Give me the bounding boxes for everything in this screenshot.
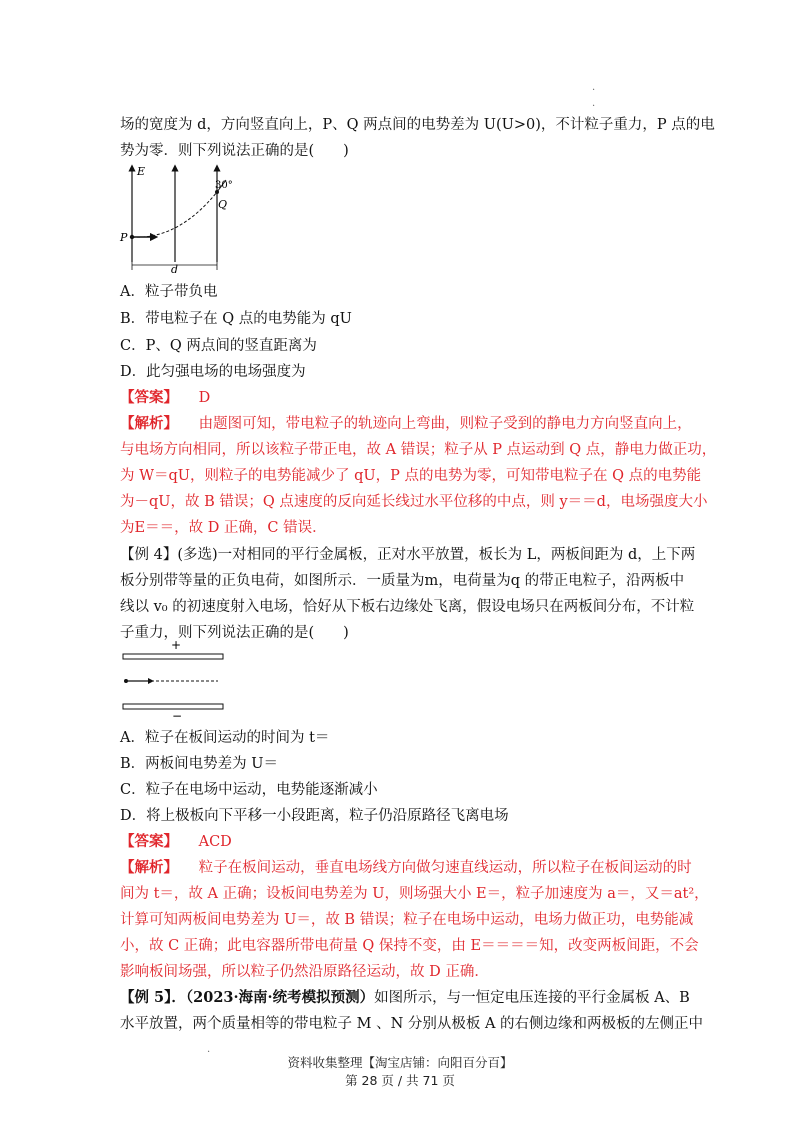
parallel-plates-figure (118, 638, 228, 722)
answer-tag: 【答案】 (120, 833, 178, 850)
corner-mark: . (592, 98, 596, 109)
question-text: 【例 4】(多选)一对相同的平行金属板，正对水平放置，板长为 L，两板间距为 d，上下两 (120, 547, 696, 563)
answer-tag: 【答案】 (120, 389, 178, 406)
corner-mark: . (592, 82, 596, 93)
analysis-line: 间为 t＝，故 A 正确；设板间电势差为 U，则场强大小 E＝，粒子加速度为 a＝，又＝at²， (120, 886, 709, 902)
minus-label: − (172, 709, 183, 723)
footer-mark: . (207, 1044, 211, 1055)
question-text: 板分别带等量的正负电荷，如图所示．一质量为m，电荷量为q 的带正电粒子，沿两板中 (120, 573, 685, 589)
analysis-line: 【解析】 粒子在板间运动，垂直电场线方向做匀速直线运动，所以粒子在板间运动的时 (120, 859, 692, 876)
field-trajectory-figure (118, 162, 233, 276)
analysis-line: 与电场方向相同，所以该粒子带正电，故 A 错误；粒子从 P 点运动到 Q 点，静电力做正功， (120, 442, 717, 458)
option-b: B．两板间电势差为 U＝ (120, 756, 278, 772)
question-text: 场的宽度为 d，方向竖直向上，P、Q 两点间的电势差为 U(U>0)，不计粒子重力，P 点的电 (120, 117, 715, 133)
analysis-tag: 【解析】 (120, 859, 178, 876)
plus-label: + (171, 638, 182, 652)
question-text: 线以 v₀ 的初速度射入电场，恰好从下板右边缘处飞离，假设电场只在两板间分布，不计粒 (120, 599, 695, 615)
point-p (130, 235, 134, 239)
question-text: 水平放置，两个质量相等的带电粒子 M 、N 分别从极板 A 的右侧边缘和两极板的左侧正中 (120, 1016, 704, 1032)
analysis-line: 计算可知两板间电势差为 U＝，故 B 错误；粒子在电场中运动，电场力做正功，电势能减 (120, 912, 694, 928)
answer-value: D (198, 390, 211, 406)
answer-line (120, 832, 690, 852)
d-label: d (171, 263, 179, 276)
page-number: 第 28 页 / 共 71 页 (345, 1073, 455, 1088)
analysis-line: 小，故 C 正确；此电容器所带电荷量 Q 保持不变，由 E＝＝＝＝知，改变两板间距，不会 (120, 938, 699, 954)
option-a: A．粒子在板间运动的时间为 t＝ (120, 730, 330, 746)
q-label: Q (218, 198, 228, 211)
analysis-line: 为 W＝qU，则粒子的电势能减少了 qU，P 点的电势为零，可知带电粒子在 Q 点的电势能 (120, 468, 702, 484)
e-label: E (137, 165, 146, 178)
option-a: A．粒子带负电 (120, 284, 218, 300)
question-text: 势为零．则下列说法正确的是( ) (120, 143, 349, 159)
option-c: C．P、Q 两点间的竖直距离为 (120, 338, 317, 354)
particle (124, 679, 128, 683)
analysis-line: 为－qU，故 B 错误；Q 点速度的反向延长线过水平位移的中点，则 y＝＝d，电场强度大小 (120, 494, 708, 510)
upper-plate (123, 654, 223, 659)
answer-line (120, 388, 690, 408)
question-text: 【例 5】．（2023·海南·统考模拟预测）如图所示，与一恒定电压连接的平行金属板 A、B (120, 989, 690, 1006)
analysis-line: 【解析】 由题图可知，带电粒子的轨迹向上弯曲，则粒子受到的静电力方向竖直向上， (120, 415, 692, 432)
analysis-line: 为E＝＝，故 D 正确，C 错误． (120, 520, 327, 536)
answer-value: ACD (198, 834, 232, 850)
angle-label: 30° (215, 180, 233, 191)
question-text: 子重力，则下列说法正确的是( ) (120, 625, 349, 641)
question-tag: 【例 5】．（2023·海南·统考模拟预测） (120, 989, 375, 1006)
option-b: B．带电粒子在 Q 点的电势能为 qU (120, 311, 352, 327)
analysis-line: 影响板间场强，所以粒子仍然沿原路径运动，故 D 正确． (120, 964, 489, 980)
p-label: P (120, 231, 128, 244)
analysis-tag: 【解析】 (120, 415, 178, 432)
footer-source: 资料收集整理【淘宝店铺：向阳百分百】 (287, 1055, 513, 1070)
option-d: D．此匀强电场的电场强度为 (120, 364, 306, 380)
option-d: D．将上极板向下平移一小段距离，粒子仍沿原路径飞离电场 (120, 808, 509, 824)
option-c: C．粒子在电场中运动，电势能逐渐减小 (120, 782, 378, 798)
